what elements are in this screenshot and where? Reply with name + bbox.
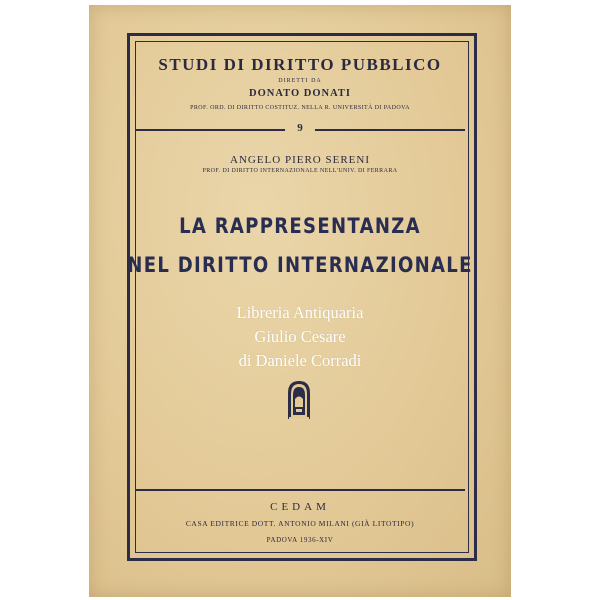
book-title-line-2: NEL DIRITTO INTERNAZIONALE: [127, 253, 473, 277]
series-title: STUDI DI DIRITTO PUBBLICO: [158, 55, 442, 74]
publication-place-date: PADOVA 1936-XIV: [266, 536, 334, 544]
bottom-divider: [135, 489, 465, 491]
book-cover: [89, 5, 511, 597]
divider-right: [315, 129, 465, 131]
cover-border-inner: [135, 41, 469, 553]
series-editor-title: PROF. ORD. DI DIRITTO COSTITUZ. NELLA R. UNIVERSITÀ DI PADOVA: [190, 105, 410, 111]
watermark-line-1: Libreria Antiquaria: [236, 303, 364, 322]
volume-number: 9: [297, 122, 303, 134]
series-editor: DONATO DONATI: [249, 88, 351, 99]
directed-by-label: DIRETTI DA: [278, 78, 322, 84]
watermark-line-3: di Daniele Corradi: [238, 351, 362, 370]
publisher-name: CEDAM: [270, 501, 330, 513]
book-title-line-1: LA RAPPRESENTANZA: [179, 214, 421, 238]
publisher-emblem-icon: [285, 377, 313, 421]
author-title: PROF. DI DIRITTO INTERNAZIONALE NELL'UNIV. DI FERRARA: [202, 168, 398, 174]
watermark-line-2: Giulio Cesare: [254, 327, 346, 346]
publisher-full-name: CASA EDITRICE DOTT. ANTONIO MILANI (GIÀ LITOTIPO): [185, 519, 415, 528]
author-name: ANGELO PIERO SERENI: [230, 154, 370, 166]
